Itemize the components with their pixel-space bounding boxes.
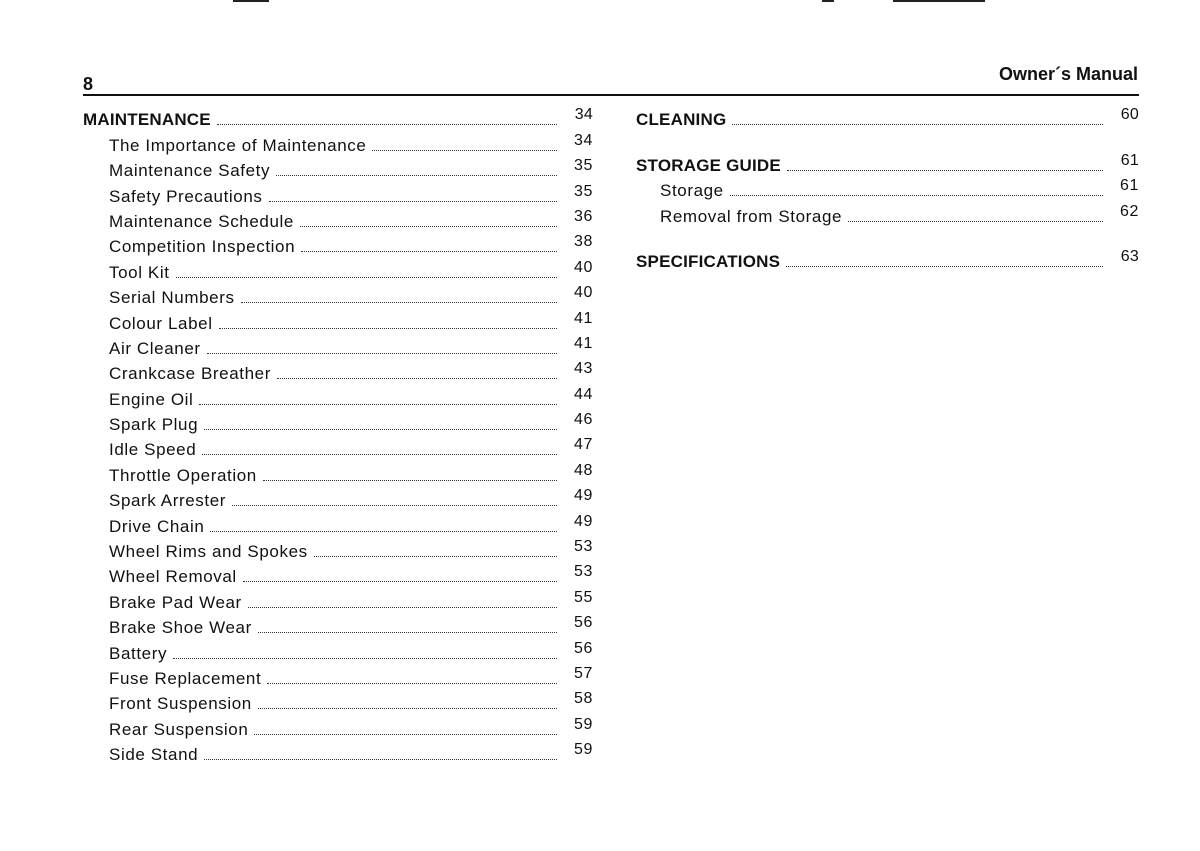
toc-entry-title: Throttle Operation [109,465,257,485]
toc-entry-page-number: 56 [574,614,593,632]
toc-entry-storage[interactable] [636,176,1139,201]
dot-leader [258,632,557,633]
toc-entry-title: Maintenance Schedule [109,211,294,231]
toc-entry-title: Storage [660,181,724,201]
toc-entry-page-number: 60 [1120,106,1139,124]
running-header-title: Owner´s Manual [998,64,1138,84]
toc-entry-title: Brake Shoe Wear [109,618,252,638]
dot-leader [300,226,557,227]
toc-entry-page-number: 59 [574,715,593,733]
toc-entry-title: Rear Suspension [109,719,249,739]
toc-entry-maintenance-schedule[interactable] [83,207,593,232]
toc-entry-page-number: 63 [1120,247,1139,265]
toc-entry-colour-label[interactable] [83,308,593,333]
toc-entry-page-number: 38 [574,233,593,251]
toc-entry-title: Wheel Rims and Spokes [109,542,308,562]
dot-leader [217,124,557,125]
crop-mark-center [822,0,834,2]
dot-leader [199,404,557,405]
toc-entry-title: Maintenance Safety [109,161,271,181]
toc-entry-fuse-replacement[interactable] [83,664,593,689]
toc-entry-engine-oil[interactable] [83,384,593,409]
dot-leader [314,556,557,557]
dot-leader [787,170,1103,171]
dot-leader [786,266,1103,267]
toc-entry-title: Safety Precautions [109,186,263,206]
toc-entry-title: Fuse Replacement [109,668,262,688]
dot-leader [276,175,557,176]
toc-entry-title: Spark Plug [109,415,199,435]
toc-entry-page-number: 57 [574,664,593,682]
toc-entry-page-number: 56 [574,639,593,657]
dot-leader [232,505,557,506]
toc-entry-title: Tool Kit [109,262,170,282]
toc-entry-title: STORAGE GUIDE [636,155,781,175]
toc-entry-page-number: 40 [574,284,593,302]
toc-spacer [636,130,1139,150]
dot-leader [267,683,557,684]
toc-entry-brake-shoe-wear[interactable] [83,613,593,638]
toc-entry-title: Side Stand [109,745,199,765]
toc-entry-side-stand[interactable] [83,740,593,765]
toc-entry-page-number: 36 [574,207,593,225]
toc-entry-title: Front Suspension [109,694,252,714]
toc-entry-page-number: 58 [574,690,593,708]
toc-entry-page-number: 35 [574,182,593,200]
toc-entry-maintenance[interactable] [83,105,593,130]
toc-entry-title: Idle Speed [109,440,197,460]
toc-entry-storage-guide[interactable] [636,150,1139,175]
toc-entry-crankcase-breather[interactable] [83,359,593,384]
dot-leader [248,607,557,608]
toc-entry-brake-pad-wear[interactable] [83,587,593,612]
dot-leader [730,195,1103,196]
page-number: 8 [83,74,94,94]
toc-entry-rear-suspension[interactable] [83,714,593,739]
toc-entry-page-number: 41 [574,334,593,352]
toc-entry-title: MAINTENANCE [83,110,211,130]
dot-leader [243,581,557,582]
toc-entry-removal-from-storage[interactable] [636,201,1139,226]
toc-entry-title: Removal from Storage [660,206,843,226]
toc-entry-page-number: 35 [574,157,593,175]
dot-leader [258,708,557,709]
toc-entry-page-number: 53 [574,538,593,556]
toc-entry-drive-chain[interactable] [83,511,593,536]
toc-entry-front-suspension[interactable] [83,689,593,714]
toc-entry-safety-precautions[interactable] [83,181,593,206]
toc-entry-page-number: 46 [574,411,593,429]
dot-leader [202,454,557,455]
toc-entry-title: CLEANING [636,110,727,130]
toc-entry-title: Wheel Removal [109,567,237,587]
toc-entry-page-number: 55 [574,588,593,606]
dot-leader [241,302,557,303]
toc-entry-title: Serial Numbers [109,288,235,308]
toc-entry-title: Drive Chain [109,516,205,536]
toc-entry-title: Brake Pad Wear [109,592,242,612]
toc-entry-specifications[interactable] [636,247,1139,272]
toc-entry-page-number: 49 [574,512,593,530]
toc-entry-title: Battery [109,643,168,663]
toc-entry-maintenance-safety[interactable] [83,156,593,181]
toc-entry-page-number: 41 [574,309,593,327]
header-rule [83,94,1139,96]
toc-entry-spark-arrester[interactable] [83,486,593,511]
toc-entry-wheel-rims-and-spokes[interactable] [83,537,593,562]
toc-entry-title: The Importance of Maintenance [109,135,367,155]
dot-leader [301,251,557,252]
dot-leader [848,221,1103,222]
dot-leader [210,531,557,532]
toc-entry-title: SPECIFICATIONS [636,251,781,271]
toc-entry-page-number: 40 [574,258,593,276]
dot-leader [219,328,557,329]
dot-leader [204,759,557,760]
toc-entry-page-number: 48 [574,461,593,479]
toc-entry-cleaning[interactable] [636,105,1139,130]
toc-entry-page-number: 53 [574,563,593,581]
toc-entry-the-importance-of-maintenance[interactable] [83,130,593,155]
toc-entry-page-number: 34 [574,131,593,149]
toc-entry-idle-speed[interactable] [83,435,593,460]
toc-entry-page-number: 62 [1120,202,1139,220]
toc-entry-tool-kit[interactable] [83,257,593,282]
toc-entry-title: Engine Oil [109,389,194,409]
toc-right-column [636,105,1139,272]
toc-entry-spark-plug[interactable] [83,410,593,435]
dot-leader [207,353,557,354]
toc-entry-page-number: 34 [574,106,593,124]
dot-leader [173,658,557,659]
toc-entry-page-number: 43 [574,360,593,378]
toc-entry-serial-numbers[interactable] [83,283,593,308]
crop-mark-left [233,0,269,2]
toc-left-column [83,105,593,765]
toc-entry-page-number: 47 [574,436,593,454]
toc-entry-title: Colour Label [109,313,213,333]
crop-mark-right [893,0,985,2]
toc-entry-page-number: 49 [574,487,593,505]
toc-entry-title: Crankcase Breather [109,364,271,384]
toc-entry-page-number: 61 [1120,151,1139,169]
dot-leader [277,378,557,379]
toc-entry-title: Spark Arrester [109,491,227,511]
toc-entry-battery[interactable] [83,638,593,663]
toc-entry-competition-inspection[interactable] [83,232,593,257]
toc-entry-title: Competition Inspection [109,237,296,257]
toc-entry-page-number: 44 [574,385,593,403]
toc-spacer [636,227,1139,247]
dot-leader [263,480,557,481]
dot-leader [176,277,557,278]
toc-entry-page-number: 59 [574,741,593,759]
dot-leader [204,429,557,430]
dot-leader [372,150,557,151]
toc-entry-wheel-removal[interactable] [83,562,593,587]
toc-entry-throttle-operation[interactable] [83,460,593,485]
toc-entry-page-number: 61 [1120,177,1139,195]
toc-entry-air-cleaner[interactable] [83,334,593,359]
dot-leader [254,734,557,735]
dot-leader [732,124,1103,125]
toc-entry-title: Air Cleaner [109,338,201,358]
dot-leader [269,201,558,202]
